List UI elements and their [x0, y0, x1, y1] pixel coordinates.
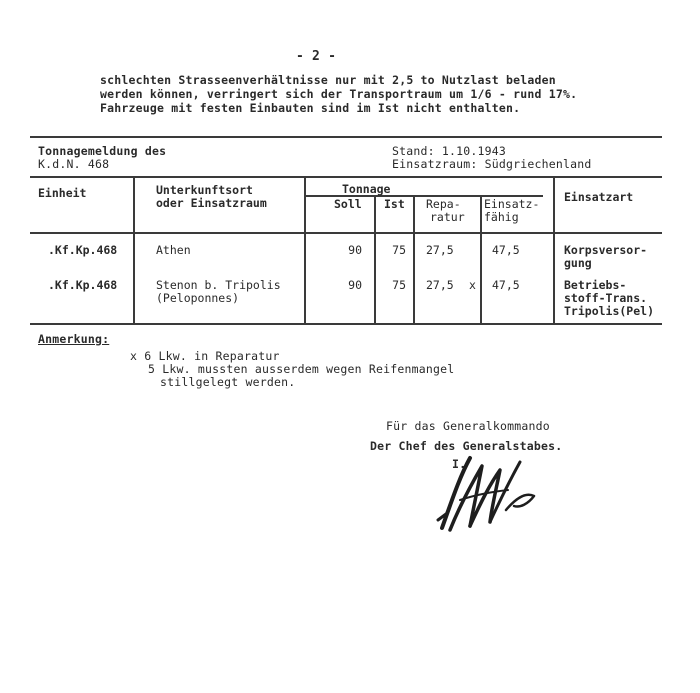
col-divider-5	[480, 196, 482, 323]
signature-line1: Für das Generalkommando	[386, 419, 550, 433]
header-ist: Ist	[384, 197, 405, 211]
col-divider-3	[374, 196, 376, 323]
table-header-rule	[30, 176, 662, 178]
row2-soll: 90	[348, 278, 362, 292]
header-reparatur-line1: Repa-	[426, 197, 461, 211]
row1-ort: Athen	[156, 243, 191, 257]
row1-rep: 27,5	[426, 243, 454, 257]
table-top-rule	[30, 136, 662, 138]
header-reparatur-line2: ratur	[430, 210, 465, 224]
remarks-line1: x 6 Lkw. in Reparatur	[130, 349, 280, 363]
row2-rep: 27,5	[426, 278, 454, 292]
header-unterkunft-line1: Unterkunftsort	[156, 183, 253, 197]
table-bottom-rule	[30, 323, 662, 325]
row2-ist: 75	[392, 278, 406, 292]
row2-art-line2: stoff-Trans.	[564, 291, 648, 305]
remarks-line2: 5 Lkw. mussten ausserdem wegen Reifenmangel	[148, 362, 455, 376]
report-einsatzraum: Einsatzraum: Südgriechenland	[392, 157, 592, 171]
row1-soll: 90	[348, 243, 362, 257]
signature-line3: I.	[452, 457, 467, 471]
header-einsatz-line2: fähig	[484, 210, 519, 224]
report-title-line1: Tonnagemeldung des	[38, 144, 167, 158]
row1-art-line1: Korpsversor-	[564, 243, 648, 257]
row2-art-line1: Betriebs-	[564, 278, 627, 292]
row1-einheit: .Kf.Kp.468	[48, 243, 118, 257]
header-einsatz-line1: Einsatz-	[484, 197, 540, 211]
row2-art-line3: Tripolis(Pel)	[564, 304, 655, 318]
row1-einsatz: 47,5	[492, 243, 520, 257]
intro-line-3: Fahrzeuge mit festen Einbauten sind im Ist nicht enthalten.	[100, 101, 521, 115]
col-divider-1	[133, 177, 135, 323]
row2-einsatz: 47,5	[492, 278, 520, 292]
col-divider-4	[413, 196, 415, 323]
header-soll: Soll	[334, 197, 362, 211]
row2-mark: x	[469, 278, 476, 292]
header-unterkunft-line2: oder Einsatzraum	[156, 196, 267, 210]
header-tonnage: Tonnage	[342, 182, 391, 196]
table-header-bottom-rule	[30, 232, 662, 234]
col-divider-2	[304, 177, 306, 323]
header-einsatzart: Einsatzart	[564, 190, 634, 204]
row2-ort-line1: Stenon b. Tripolis	[156, 278, 281, 292]
row1-art-line2: gung	[564, 256, 592, 270]
page-number: - 2 -	[296, 49, 337, 64]
row2-einheit: .Kf.Kp.468	[48, 278, 118, 292]
remarks-heading: Anmerkung:	[38, 332, 110, 346]
row2-ort-line2: (Peloponnes)	[156, 291, 240, 305]
col-divider-6	[553, 177, 555, 323]
signature-line2: Der Chef des Generalstabes.	[370, 439, 563, 453]
report-stand: Stand: 1.10.1943	[392, 144, 506, 158]
remarks-line3: stillgelegt werden.	[160, 375, 296, 389]
intro-line-2: werden können, verringert sich der Transportraum um 1/6 - rund 17%.	[100, 87, 578, 101]
header-einheit: Einheit	[38, 186, 87, 200]
handwritten-signature	[430, 440, 550, 540]
intro-line-1: schlechten Strasseenverhältnisse nur mit 2,5 to Nutzlast beladen	[100, 73, 556, 87]
report-title-line2: K.d.N. 468	[38, 157, 110, 171]
row1-ist: 75	[392, 243, 406, 257]
